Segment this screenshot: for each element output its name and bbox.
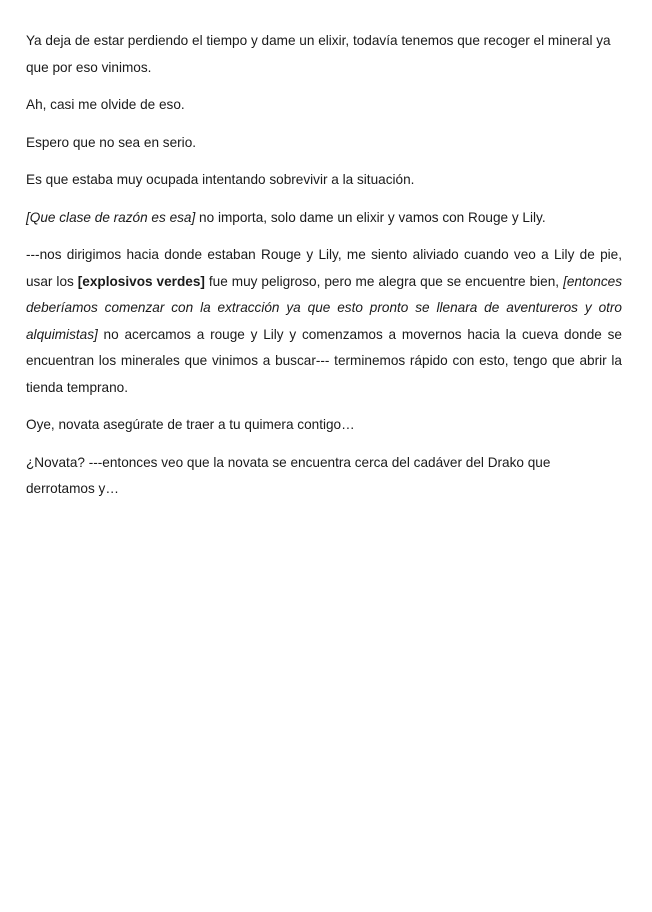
paragraph-8: ¿Novata? ---entonces veo que la novata se encuentra cerca del cadáver del Drako que derrotamos y… — [26, 454, 551, 496]
paragraph-5-text: no importa, solo dame un elixir y vamos con Rouge y Lily. — [195, 209, 546, 225]
paragraph-4: Es que estaba muy ocupada intentando sobrevivir a la situación. — [26, 172, 415, 187]
paragraph-3: Espero que no sea en serio. — [26, 134, 197, 150]
thought-italic-2: [entonces deberíamos comenzar con la extracción ya que esto pronto se llenara de aventureros y otro alquimistas] — [26, 273, 623, 342]
bold-term: [explosivos verdes] — [77, 273, 205, 289]
paragraph-1: Ya deja de estar perdiendo el tiempo y dame un elixir, todavía tenemos que recoger el mineral ya que por eso vinimos. — [26, 33, 611, 75]
paragraph-2: Ah, casi me olvide de eso. — [26, 97, 185, 112]
paragraph-6-part-5: no acercamos a rouge y Lily y comenzamos a movernos hacia la cueva donde se encuentran los minerales que vinimos a buscar--- terminemos rápido con esto, tengo que abrir la tienda temprano. — [26, 326, 622, 395]
paragraph-6-part-3: fue muy peligroso, pero me alegra que se encuentre bien, — [204, 273, 564, 289]
paragraph-6-part-1: ---nos dirigimos hacia donde estaban Rouge y Lily, me siento aliviado cuando veo a Lily de pie, usar los — [26, 247, 622, 289]
paragraph-7: Oye, novata asegúrate de traer a tu quimera contigo… — [26, 417, 355, 432]
paragraph-5 — [26, 205, 622, 232]
paragraph-6 — [26, 242, 622, 401]
document-page — [26, 28, 622, 514]
thought-italic: [Que clase de razón es esa] — [26, 209, 196, 225]
